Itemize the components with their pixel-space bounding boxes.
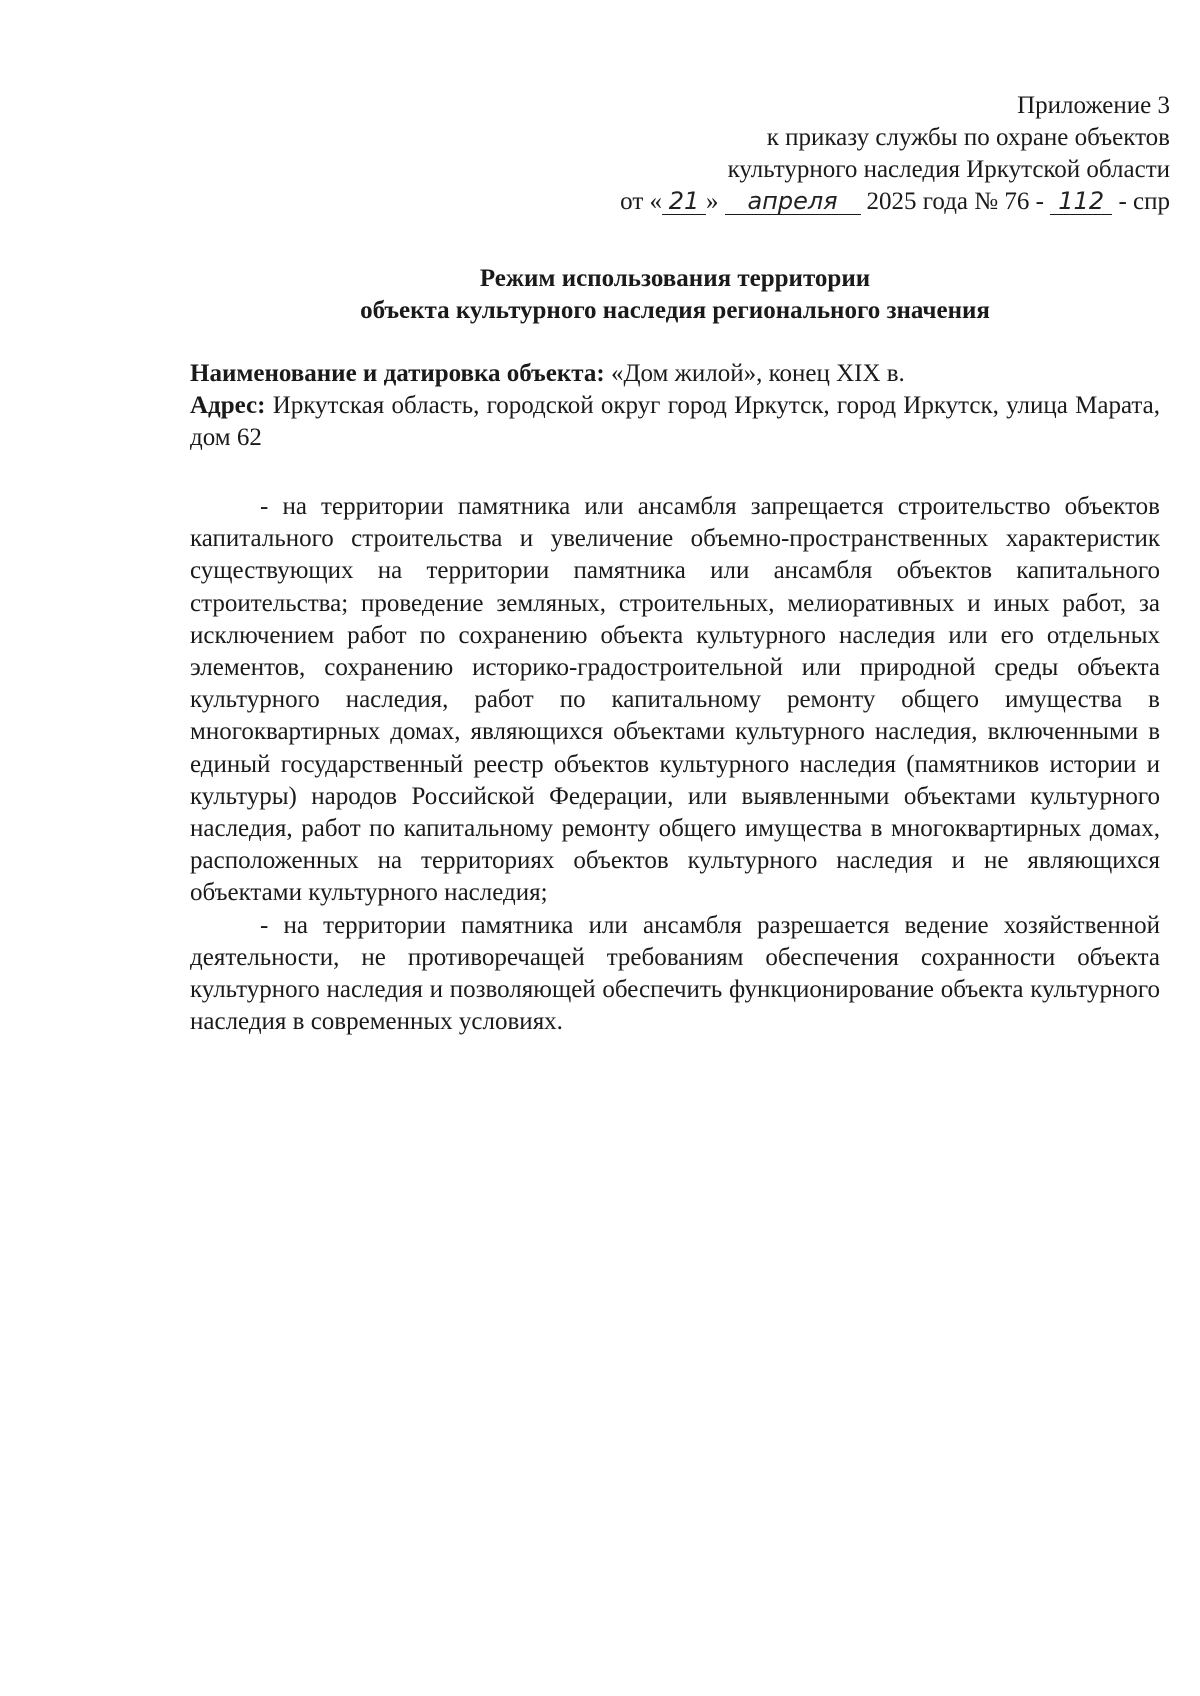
title-line-2: объекта культурного наследия регионального значения xyxy=(360,297,990,324)
handwritten-order-number: 112 xyxy=(1050,188,1112,215)
document-title xyxy=(190,263,1160,327)
date-quote-close: » xyxy=(706,188,719,215)
object-info xyxy=(190,358,1160,454)
regime-text xyxy=(190,491,1160,1038)
appendix-header xyxy=(500,90,1170,218)
object-address-line xyxy=(190,390,1160,454)
object-name-line xyxy=(190,358,1160,390)
date-prefix: от « xyxy=(620,188,663,215)
handwritten-month: апреля xyxy=(725,188,861,215)
order-suffix: - спр xyxy=(1118,188,1170,215)
object-name-label: Наименование и датировка объекта: xyxy=(190,360,605,387)
regime-paragraph-prohibitions: - на территории памятника или ансамбля запрещается строительство объектов капитального строительства и увеличение объемно-пространственных характеристик существующих на территории памятника или ансамбля объектов капитального строительства; проведение земляных, строительных, мелиоративных и иных работ, за исключением работ по сохранению объекта культурного наследия или его отдельных элементов, сохранению историко-градостроительной или природной среды объекта культурного наследия, работ по капитальному ремонту общего имущества в многоквартирных домах, являющихся объектами культурного наследия, включенными в единый государственный реестр объектов культурного наследия (памятников истории и культуры) народов Российской Федерации, или выявленными объектами культурного наследия, работ по капитальному ремонту общего имущества в многоквартирных домах, расположенных на территориях объектов культурного наследия и не являющихся объектами культурного наследия; xyxy=(190,493,1160,907)
regime-paragraph-permissions: - на территории памятника или ансамбля разрешается ведение хозяйственной деятельности, не противоречащей требованиям обеспечения сохранности объекта культурного наследия и позволяющей обеспечить функционирование объекта культурного наследия в современных условиях. xyxy=(190,911,1160,1036)
handwritten-day: 21 xyxy=(662,188,706,215)
title-line-1: Режим использования территории xyxy=(479,265,871,292)
appendix-date-line xyxy=(500,186,1170,218)
appendix-authority: культурного наследия Иркутской области xyxy=(727,156,1170,183)
object-address-value: Иркутская область, городской округ город Иркутск, город Иркутск, улица Марата, дом 62 xyxy=(190,392,1160,451)
object-name-value: «Дом жилой», конец XIX в. xyxy=(610,360,905,387)
object-address-label: Адрес: xyxy=(190,392,266,419)
appendix-title: Приложение 3 xyxy=(1017,92,1170,119)
date-year-text: 2025 года № 76 - xyxy=(866,188,1044,215)
appendix-order-reference: к приказу службы по охране объектов xyxy=(766,124,1170,151)
